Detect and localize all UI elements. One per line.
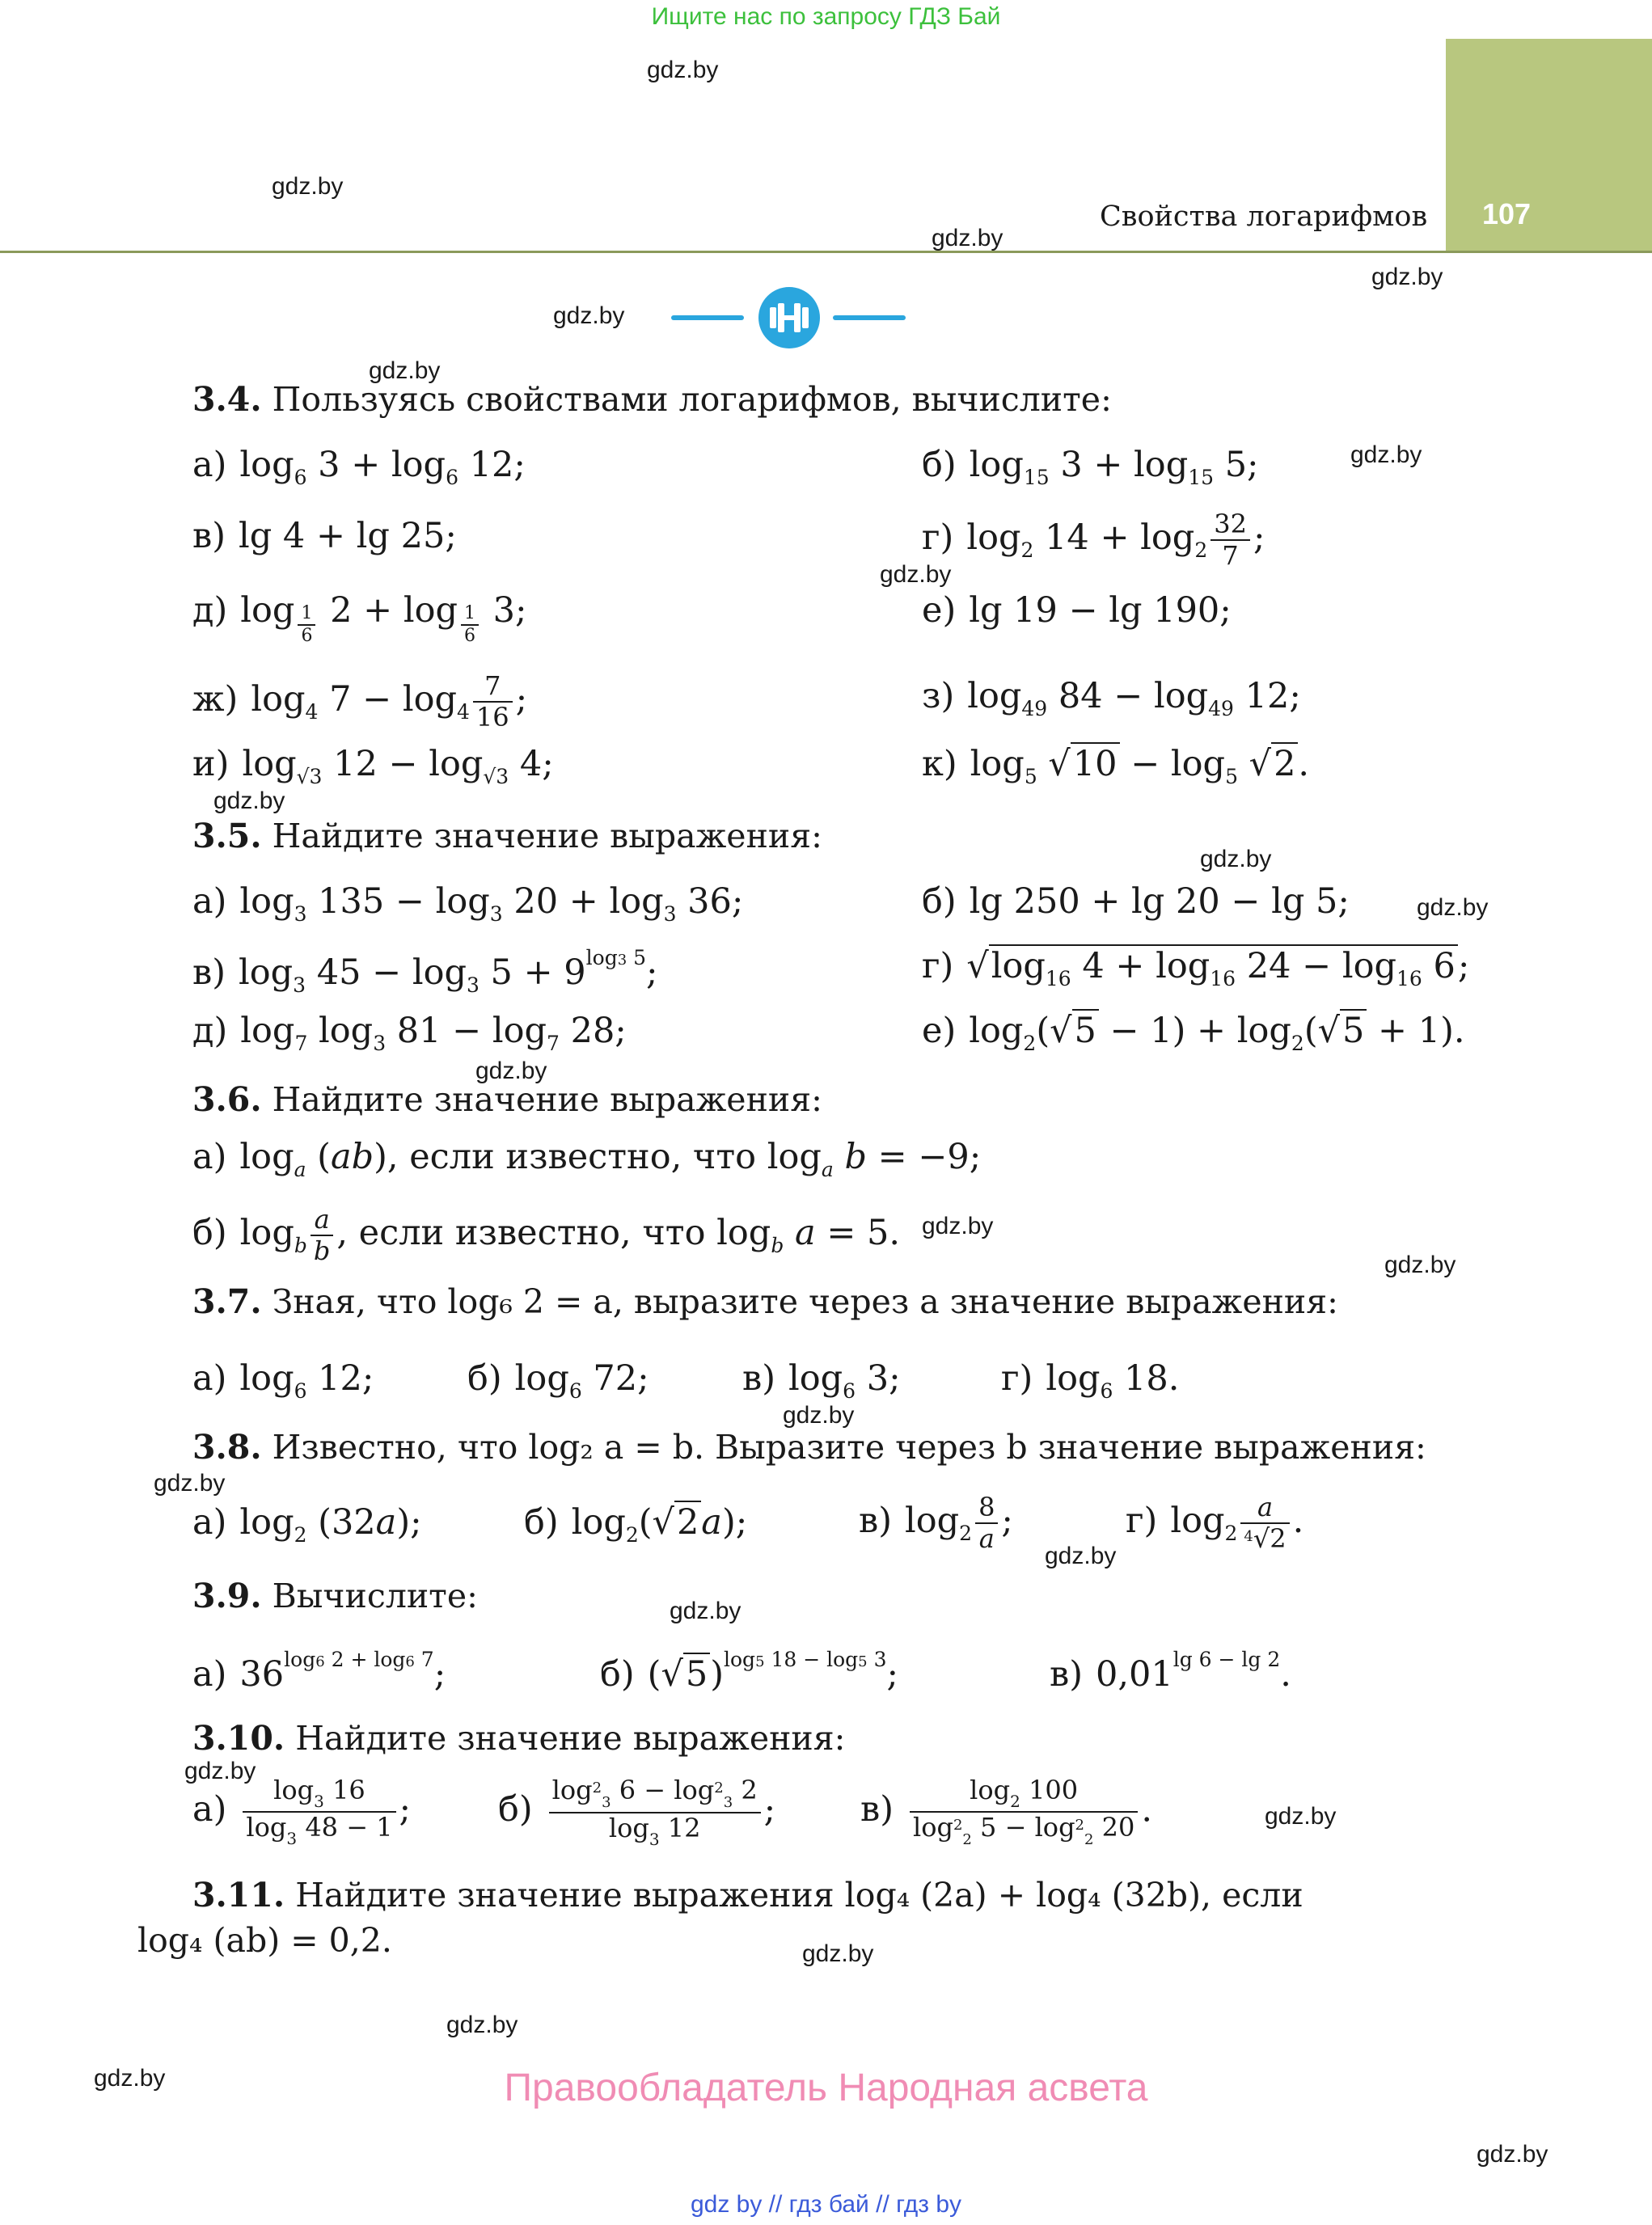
task-3-4-k: к) $\log_5 √10 - \log_5 √2$.	[922, 744, 1310, 788]
watermark: gdz.by	[1371, 264, 1443, 290]
watermark: gdz.by	[802, 1940, 874, 1967]
watermark: gdz.by	[1477, 2141, 1548, 2168]
watermark: gdz.by	[184, 1758, 256, 1784]
task-3-6-heading: 3.6. Найдите значение выражения:	[192, 1080, 822, 1119]
task-3-10-v: в) $\frac{\log_2 100}{\log^2_2 5 - \log^2_2 20}$ .	[860, 1775, 1153, 1848]
exercise-line-left	[671, 315, 744, 320]
watermark: gdz.by	[475, 1058, 547, 1084]
watermark: gdz.by	[783, 1402, 855, 1429]
watermark: gdz.by	[1045, 1543, 1117, 1569]
watermark: gdz.by	[880, 561, 952, 588]
task-3-10-b: б) $\frac{\log^2_3 6 - \log^2_3 2}{\log_3 12}$ ;	[498, 1775, 776, 1849]
running-title: Свойства логарифмов	[1100, 201, 1428, 233]
task-3-11-heading: 3.11. Найдите значение выражения log₄ (2a) + log₄ (32b), если	[192, 1876, 1303, 1915]
header-rule	[0, 251, 1652, 253]
task-3-7-b: б) $\log_6 72$;	[467, 1358, 649, 1403]
watermark: gdz.by	[1350, 441, 1422, 468]
task-3-4-i: и) $\log_{√3} 12 - \log_{√3} 4$;	[192, 744, 554, 788]
dumbbell-icon	[758, 287, 820, 348]
watermark: gdz.by	[369, 357, 441, 384]
task-3-8-heading: 3.8. Известно, что log₂ a = b. Выразите через b значение выражения:	[192, 1428, 1426, 1467]
watermark: gdz.by	[1417, 894, 1489, 921]
watermark: gdz.by	[670, 1598, 741, 1624]
task-3-4-e: е) lg 19 − lg 190;	[922, 590, 1232, 631]
task-3-8-g: г) $\log_2$ $\frac{a}{^4√2}$ .	[1126, 1492, 1304, 1554]
task-3-4-heading: 3.4. Пользуясь свойствами логарифмов, вычислите:	[192, 380, 1112, 419]
task-3-6-a: а) $\log_a (ab)$, если известно, что $\log_a b = -9$;	[192, 1137, 982, 1181]
task-3-7-v: в) $\log_6 3$;	[742, 1358, 901, 1403]
watermark: gdz.by	[1265, 1803, 1337, 1830]
task-3-5-b: б) lg 250 + lg 20 − lg 5;	[922, 881, 1350, 922]
watermark: gdz.by	[1200, 846, 1272, 872]
watermark: gdz.by	[446, 2012, 518, 2038]
task-3-4-a: а) $\log_6 3 + \log_6 12$;	[192, 445, 526, 489]
task-3-8-a: а) $\log_2 (32a)$;	[192, 1502, 422, 1547]
task-3-6-b: б) $\log_b$ $\frac{a}{b}$ , если известно, что $\log_b a = 5$.	[192, 1204, 901, 1266]
exercise-line-right	[833, 315, 906, 320]
task-3-8-v: в) $\log_2$ $\frac{8}{a}$ ;	[859, 1492, 1013, 1554]
task-3-4-v: в) lg 4 + lg 25;	[192, 516, 457, 556]
task-3-10-heading: 3.10. Найдите значение выражения:	[192, 1719, 846, 1758]
copyright-owner: Правообладатель Народная асвета	[504, 2067, 1148, 2109]
page-number: 107	[1481, 197, 1532, 230]
task-3-7-heading: 3.7. Зная, что log₆ 2 = a, выразите через a значение выражения:	[192, 1282, 1338, 1321]
task-3-5-e: е) $\log_2(√5 - 1) + \log_2(√5 + 1)$.	[922, 1011, 1465, 1055]
task-3-5-v: в) $\log_3 45 - \log_3 5 + 9^{log3 5}$;	[192, 946, 658, 997]
task-3-7-g: г) $\log_6 18$.	[1001, 1358, 1180, 1403]
task-3-9-heading: 3.9. Вычислите:	[192, 1577, 478, 1615]
task-3-4-d: д) log $_{\frac{1}{6}}$ 2 + log $_{\frac{1}{6}}$ 3;	[192, 590, 527, 646]
task-3-5-g: г) $√\log_{16}$ $4 + \log_{16} 24 - \log_{16} 6$;	[922, 946, 1470, 990]
task-3-10-a: а) $\frac{\log_3 16}{\log_3 48 - 1}$ ;	[192, 1775, 412, 1848]
task-3-4-z: з) $\log_{49} 84 - \log_{49} 12$;	[922, 676, 1301, 720]
watermark: gdz.by	[647, 57, 719, 83]
footer-links[interactable]: gdz by // гдз бай // гдз by	[690, 2191, 962, 2218]
task-3-9-b: б) $(√5)^{log5 18 - log5 3}$;	[600, 1648, 898, 1695]
watermark: gdz.by	[553, 302, 625, 329]
task-3-5-d: д) $\log_7 \log_3 81 - \log_7 28$;	[192, 1011, 627, 1055]
task-3-9-a: а) $36^{log6 2 + log6 7}$;	[192, 1648, 446, 1695]
task-3-5-a: а) $\log_3 135 - \log_3 20 + \log_3 36$;	[192, 881, 744, 926]
watermark: gdz.by	[932, 225, 1003, 251]
task-3-9-v: в) $0,01^{lg 6 - lg 2}$.	[1050, 1648, 1291, 1695]
watermark: gdz.by	[1384, 1252, 1456, 1278]
task-3-4-g: г) $\log_2 14 + \log_2$ $\frac{32}{7}$ ;	[922, 509, 1265, 571]
watermark: gdz.by	[154, 1470, 226, 1497]
watermark: gdz.by	[272, 173, 344, 200]
watermark: gdz.by	[213, 787, 285, 814]
task-3-5-heading: 3.5. Найдите значение выражения:	[192, 817, 822, 855]
task-3-4-zh: ж) $\log_4 7 - \log_4$ $\frac{7}{16}$ ;	[192, 670, 528, 733]
task-3-8-b: б) $\log_2(√2a)$;	[524, 1502, 748, 1547]
top-banner[interactable]: Ищите нас по запросу ГДЗ Бай	[651, 3, 1001, 30]
task-3-7-a: а) $\log_6 12$;	[192, 1358, 374, 1403]
watermark: gdz.by	[94, 2065, 166, 2092]
task-3-11-condition: log₄ (ab) = 0,2.	[137, 1921, 392, 1960]
watermark: gdz.by	[922, 1213, 994, 1239]
task-3-4-b: б) $\log_{15} 3 + \log_{15} 5$;	[922, 445, 1259, 489]
